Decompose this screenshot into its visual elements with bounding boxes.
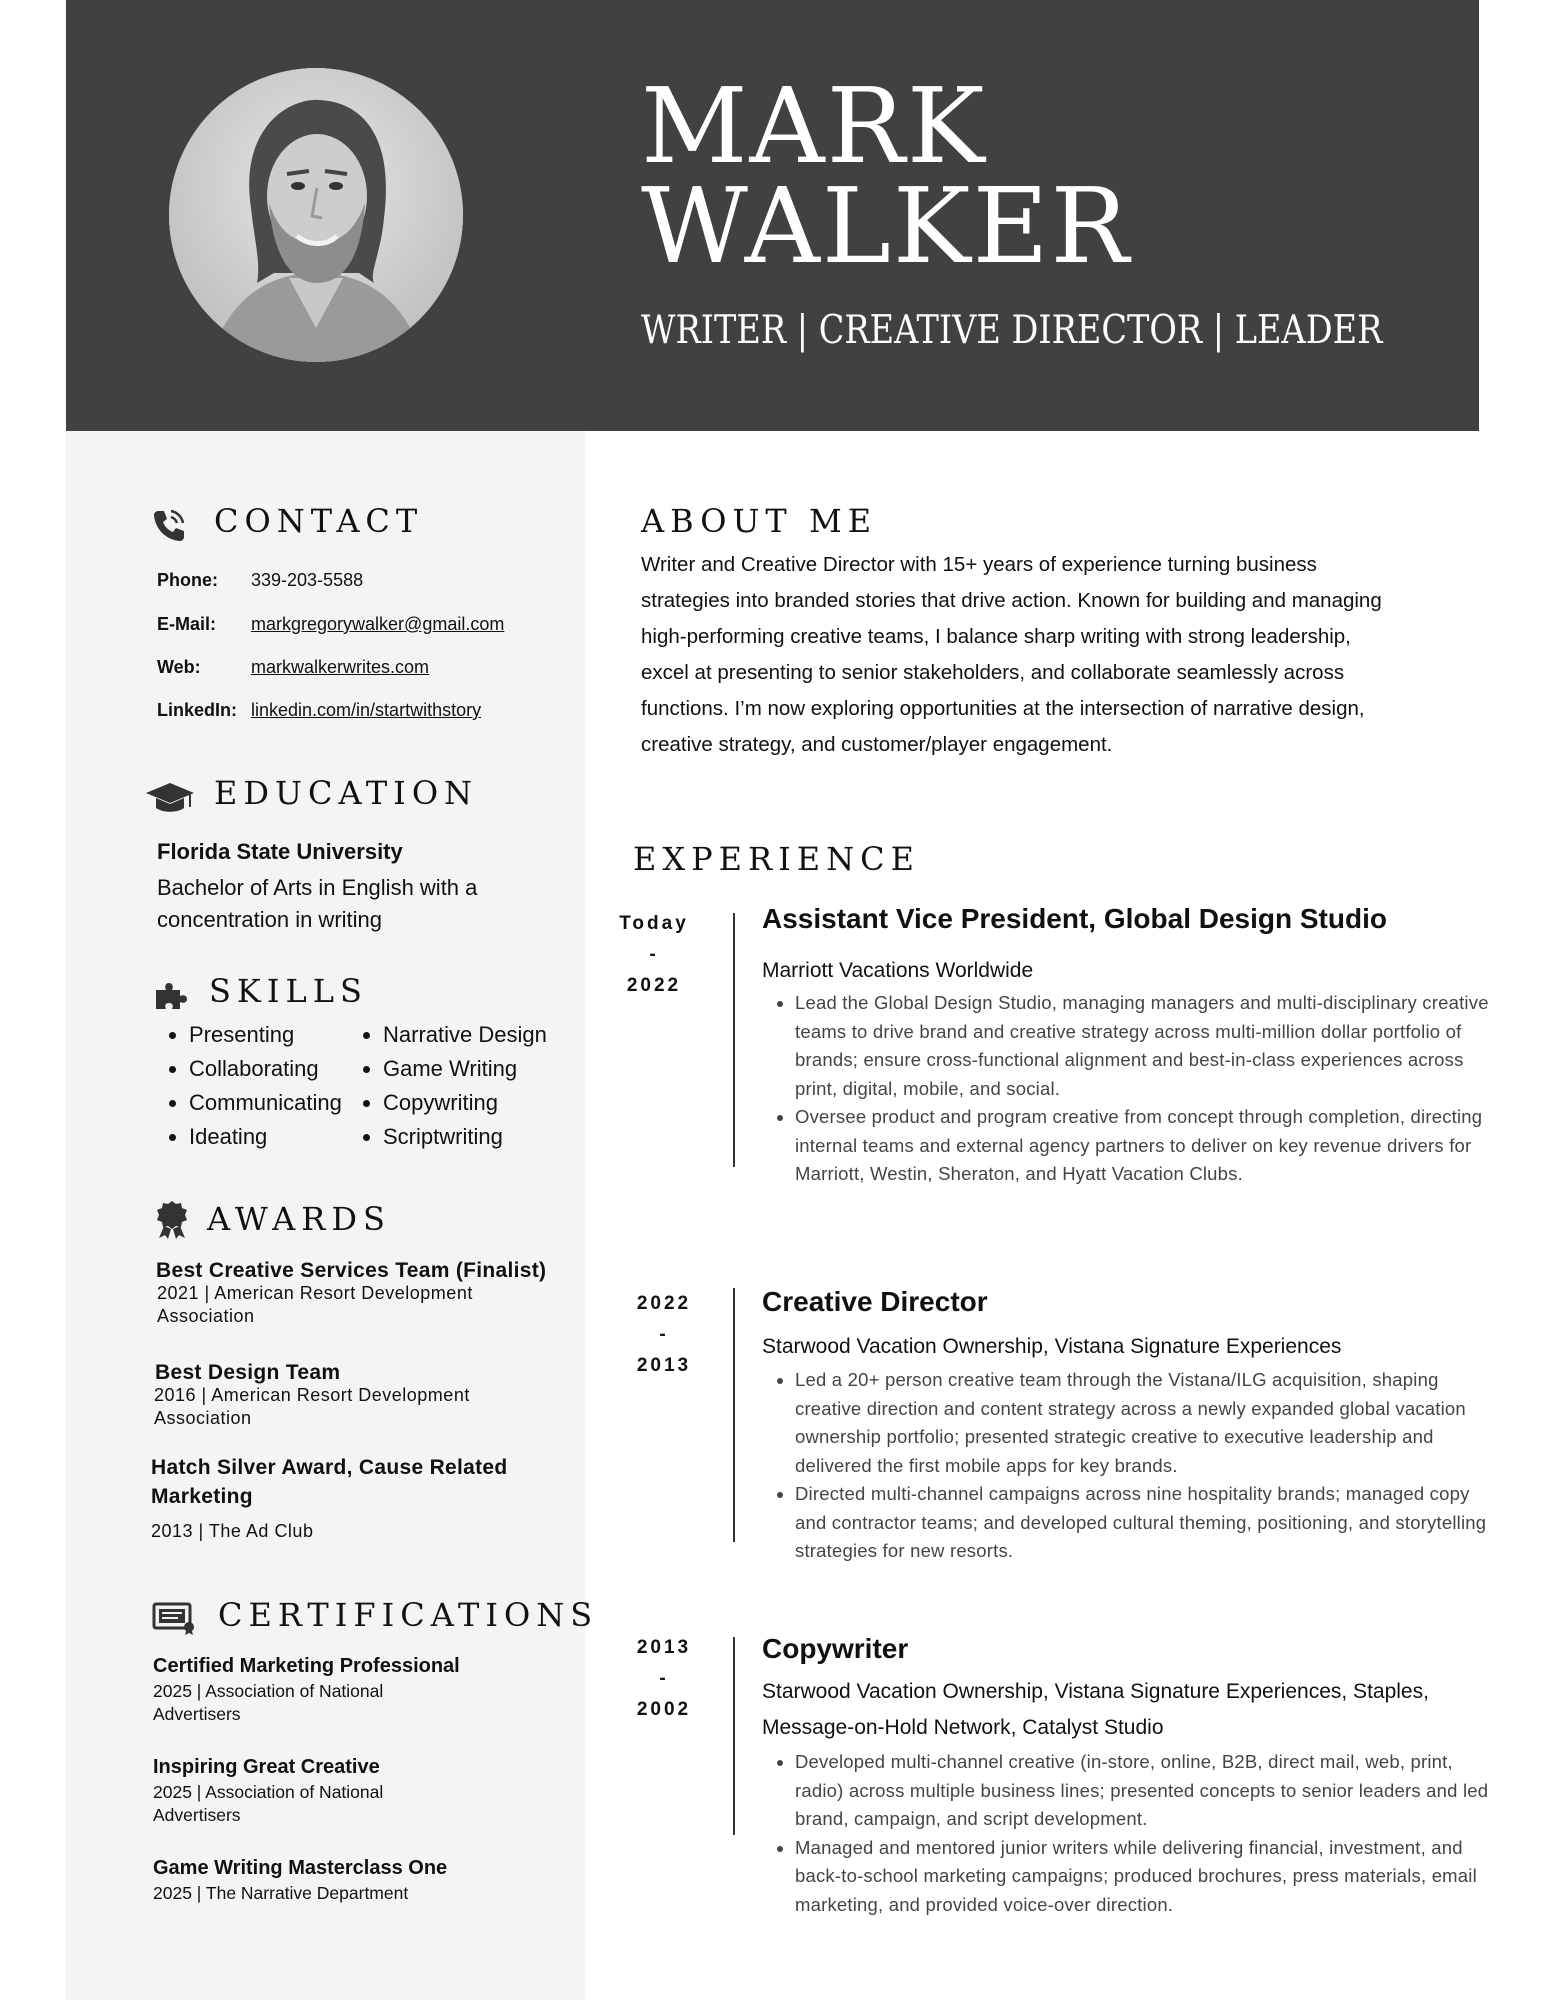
skill-item: • Communicating — [189, 1086, 342, 1120]
skills-heading: SKILLS — [209, 972, 368, 1010]
job-bullet: • Developed multi-channel creative (in-store, online, B2B, direct mail, web, print, radio) across multiple business lines; presented concepts to senior leaders and led brand, campaign, and script development. — [795, 1748, 1495, 1834]
skill-item: • Presenting — [189, 1018, 342, 1052]
job-company: Starwood Vacation Ownership, Vistana Signature Experiences — [762, 1335, 1342, 1358]
education-degree: Bachelor of Arts in English with a concentration in writing — [157, 875, 478, 932]
contact-heading: CONTACT — [214, 502, 424, 540]
job-bullet: • Managed and mentored junior writers while delivering financial, investment, and back-to-school marketing campaigns; produced brochures, press materials, email marketing, and provided voice-over direction. — [795, 1834, 1495, 1920]
job-bullets — [763, 1366, 1495, 1566]
skills-list-col2 — [351, 1018, 547, 1154]
job-date-range: 2013 - 2002 — [636, 1637, 692, 1720]
timeline-divider — [733, 913, 735, 1167]
certifications-heading: CERTIFICATIONS — [218, 1596, 599, 1634]
resume-page — [66, 0, 1489, 2000]
job-date-range: Today - 2022 — [619, 913, 689, 996]
web-link[interactable]: markwalkerwrites.com — [251, 657, 430, 677]
cert-title: Certified Marketing Professional — [153, 1655, 460, 1677]
about-text: Writer and Creative Director with 15+ years of experience turning business strategies into branded stories that drive action. Known for building and managing high-performing creative teams, I balance sharp writing with strong leadership, excel at presenting to senior stakeholders, and collaborate seamlessly across functions. I’m now exploring opportunities at the intersection of narrative design, creative strategy, and customer/player engagement. — [641, 553, 1382, 756]
certificate-icon — [152, 1601, 196, 1640]
first-name: MARK — [641, 65, 987, 187]
phone-label: Phone: — [157, 570, 218, 590]
header-banner — [66, 0, 1479, 431]
education-school: Florida State University — [157, 839, 403, 864]
phone-icon — [152, 508, 186, 547]
job-company: Starwood Vacation Ownership, Vistana Signature Experiences, Staples, Message-on-Hold Network, Catalyst Studio — [762, 1680, 1429, 1739]
skills-list-col1 — [157, 1018, 342, 1154]
job-date-range: 2022 - 2013 — [636, 1293, 692, 1376]
skill-item: • Game Writing — [383, 1052, 547, 1086]
full-name — [641, 65, 1131, 287]
job-title: Copywriter — [762, 1633, 909, 1664]
award-detail: 2016 | American Resort Development Association — [154, 1385, 470, 1428]
award-title: Best Creative Services Team (Finalist) — [156, 1259, 547, 1282]
award-title: Best Design Team — [155, 1361, 341, 1384]
job-title: Creative Director — [762, 1286, 988, 1317]
portrait-image — [169, 68, 463, 362]
puzzle-icon — [154, 982, 194, 1015]
last-name: WALKER — [641, 165, 1131, 287]
linkedin-link[interactable]: linkedin.com/in/startwithstory — [251, 700, 482, 720]
skill-item: • Scriptwriting — [383, 1120, 547, 1154]
job-bullet: • Directed multi-channel campaigns across nine hospitality brands; managed copy and contractor teams; and developed cultural theming, positioning, and storytelling strategies for new resorts. — [795, 1480, 1495, 1566]
skill-item: • Collaborating — [189, 1052, 342, 1086]
job-company: Marriott Vacations Worldwide — [762, 959, 1034, 982]
job-bullet: • Led a 20+ person creative team through the Vistana/ILG acquisition, shaping creative direction and content strategy across a newly expanded global vacation ownership portfolio; presented strategic creative to executive leadership and delivered the first mobile apps for key brands. — [795, 1366, 1495, 1480]
skill-item: • Ideating — [189, 1120, 342, 1154]
job-bullet: • Lead the Global Design Studio, managing managers and multi-disciplinary creative teams to drive brand and creative strategy across multi-million dollar portfolio of brands; ensure cross-functional alignment and best-in-class experiences across print, digital, mobile, and social. — [795, 989, 1495, 1103]
cert-title: Inspiring Great Creative — [153, 1756, 380, 1778]
experience-heading: EXPERIENCE — [633, 840, 920, 878]
graduation-cap-icon — [145, 781, 195, 820]
job-bullet: • Oversee product and program creative from concept through completion, directing internal teams and external agency partners to deliver on key revenue drivers for Marriott, Westin, Sheraton, and Hyatt Vacation Clubs. — [795, 1103, 1495, 1189]
cert-detail: 2025 | Association of National Advertisers — [153, 1782, 384, 1825]
award-title: Hatch Silver Award, Cause Related Marketing — [151, 1456, 508, 1508]
education-heading: EDUCATION — [214, 774, 479, 812]
skill-item: • Narrative Design — [383, 1018, 547, 1052]
timeline-divider — [733, 1637, 735, 1835]
web-label: Web: — [157, 657, 201, 677]
about-heading: ABOUT ME — [641, 502, 878, 540]
cert-detail: 2025 | The Narrative Department — [153, 1883, 409, 1903]
job-subtitle: WRITER | CREATIVE DIRECTOR | LEADER — [641, 308, 1383, 353]
email-link[interactable]: markgregorywalker@gmail.com — [251, 614, 505, 634]
skill-item: • Copywriting — [383, 1086, 547, 1120]
job-bullets — [763, 1748, 1495, 1919]
email-label: E-Mail: — [157, 614, 217, 634]
job-bullets — [763, 989, 1495, 1189]
cert-detail: 2025 | Association of National Advertisers — [153, 1681, 384, 1724]
award-detail: 2021 | American Resort Development Association — [157, 1283, 473, 1326]
award-detail: 2013 | The Ad Club — [151, 1521, 314, 1541]
awards-heading: AWARDS — [207, 1200, 391, 1238]
job-title: Assistant Vice President, Global Design Studio — [762, 903, 1387, 934]
timeline-divider — [733, 1288, 735, 1542]
profile-photo — [169, 68, 463, 362]
linkedin-label: LinkedIn: — [157, 700, 237, 720]
phone-value: 339-203-5588 — [251, 570, 364, 590]
cert-title: Game Writing Masterclass One — [153, 1857, 448, 1879]
award-ribbon-icon — [155, 1200, 189, 1245]
